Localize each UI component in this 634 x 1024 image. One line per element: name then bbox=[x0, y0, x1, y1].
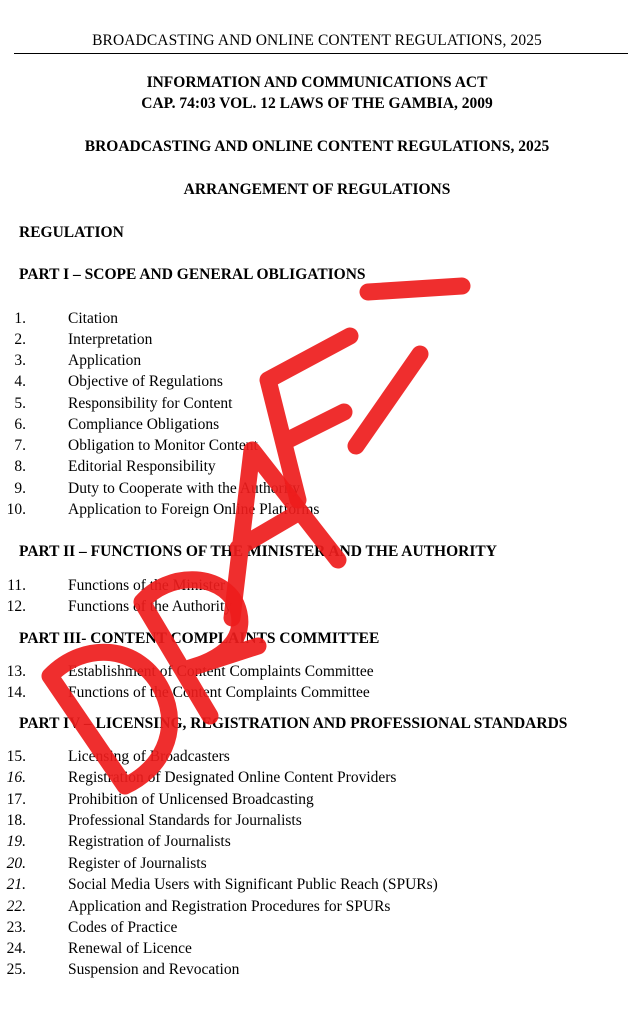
item-title: Renewal of Licence bbox=[68, 940, 192, 957]
item-number: 4. bbox=[14, 373, 26, 390]
item-number: 24. bbox=[6, 940, 26, 957]
list-item bbox=[0, 919, 600, 940]
regulations-title: BROADCASTING AND ONLINE CONTENT REGULATIONS, 2025 bbox=[84, 138, 550, 155]
item-number: 25. bbox=[6, 961, 26, 978]
list-item bbox=[0, 876, 600, 897]
act-title-line-2: CAP. 74:03 VOL. 12 LAWS OF THE GAMBIA, 2009 bbox=[141, 95, 493, 112]
item-title: Licensing of Broadcasters bbox=[68, 748, 230, 765]
part-heading: PART III- CONTENT COMPLAINTS COMMITTEE bbox=[19, 630, 380, 647]
item-title: Professional Standards for Journalists bbox=[68, 812, 302, 829]
list-item bbox=[0, 501, 600, 522]
item-number: 18. bbox=[6, 812, 26, 829]
item-number: 8. bbox=[14, 458, 26, 475]
regulation-label: REGULATION bbox=[19, 224, 124, 241]
list-item bbox=[0, 310, 600, 331]
item-title: Duty to Cooperate with the Authority bbox=[68, 480, 301, 497]
item-title: Compliance Obligations bbox=[68, 416, 220, 433]
item-number: 1. bbox=[14, 310, 26, 327]
item-number: 3. bbox=[14, 352, 26, 369]
list-item bbox=[0, 352, 600, 373]
list-item bbox=[0, 480, 600, 501]
list-item bbox=[0, 331, 600, 352]
item-title: Citation bbox=[68, 310, 118, 327]
item-number: 23. bbox=[6, 919, 26, 936]
list-item bbox=[0, 961, 600, 982]
item-title: Application and Registration Procedures for SPURs bbox=[68, 898, 391, 915]
item-title: Functions of the Authority bbox=[68, 598, 233, 615]
list-item bbox=[0, 833, 600, 854]
item-title: Application to Foreign Online Platforms bbox=[68, 501, 320, 518]
item-number: 12. bbox=[6, 598, 26, 615]
header-rule bbox=[14, 53, 628, 54]
list-item bbox=[0, 898, 600, 919]
item-title: Functions of the Content Complaints Committee bbox=[68, 684, 370, 701]
list-item bbox=[0, 684, 600, 705]
list-item bbox=[0, 577, 600, 598]
item-number: 19. bbox=[6, 833, 26, 850]
item-number: 2. bbox=[14, 331, 26, 348]
item-number: 5. bbox=[14, 395, 26, 412]
item-number: 7. bbox=[14, 437, 26, 454]
item-number: 22. bbox=[6, 898, 26, 915]
item-number: 16. bbox=[6, 769, 26, 786]
list-item bbox=[0, 855, 600, 876]
list-item bbox=[0, 812, 600, 833]
act-title-line-1: INFORMATION AND COMMUNICATIONS ACT bbox=[146, 74, 488, 91]
arrangement-title: ARRANGEMENT OF REGULATIONS bbox=[183, 181, 451, 198]
item-number: 13. bbox=[6, 663, 26, 680]
list-item bbox=[0, 416, 600, 437]
item-number: 17. bbox=[6, 791, 26, 808]
list-item bbox=[0, 395, 600, 416]
part-heading: PART IV – LICENSING, REGISTRATION AND PROFESSIONAL STANDARDS bbox=[19, 715, 568, 732]
part-heading: PART II – FUNCTIONS OF THE MINISTER AND THE AUTHORITY bbox=[19, 543, 497, 560]
item-title: Suspension and Revocation bbox=[68, 961, 240, 978]
item-number: 15. bbox=[6, 748, 26, 765]
list-item bbox=[0, 748, 600, 769]
item-title: Functions of the Minister bbox=[68, 577, 226, 594]
list-item bbox=[0, 373, 600, 394]
item-title: Objective of Regulations bbox=[68, 373, 223, 390]
item-title: Social Media Users with Significant Public Reach (SPURs) bbox=[68, 876, 438, 893]
item-title: Codes of Practice bbox=[68, 919, 178, 936]
list-item bbox=[0, 458, 600, 479]
item-number: 9. bbox=[14, 480, 26, 497]
running-header: BROADCASTING AND ONLINE CONTENT REGULATIONS, 2025 bbox=[92, 32, 542, 49]
item-number: 20. bbox=[6, 855, 26, 872]
item-title: Responsibility for Content bbox=[68, 395, 233, 412]
list-item bbox=[0, 769, 600, 790]
list-item bbox=[0, 598, 600, 619]
item-number: 10. bbox=[6, 501, 26, 518]
item-number: 21. bbox=[6, 876, 26, 893]
item-title: Interpretation bbox=[68, 331, 153, 348]
item-number: 6. bbox=[14, 416, 26, 433]
item-title: Register of Journalists bbox=[68, 855, 207, 872]
item-title: Editorial Responsibility bbox=[68, 458, 216, 475]
item-number: 14. bbox=[6, 684, 26, 701]
list-item bbox=[0, 663, 600, 684]
item-title: Registration of Designated Online Content Providers bbox=[68, 769, 397, 786]
list-item bbox=[0, 940, 600, 961]
list-item bbox=[0, 791, 600, 812]
list-item bbox=[0, 437, 600, 458]
item-title: Application bbox=[68, 352, 142, 369]
item-title: Registration of Journalists bbox=[68, 833, 231, 850]
item-title: Obligation to Monitor Content bbox=[68, 437, 258, 454]
item-title: Establishment of Content Complaints Committee bbox=[68, 663, 374, 680]
part-heading: PART I – SCOPE AND GENERAL OBLIGATIONS bbox=[19, 266, 366, 283]
item-title: Prohibition of Unlicensed Broadcasting bbox=[68, 791, 314, 808]
item-number: 11. bbox=[7, 577, 26, 594]
